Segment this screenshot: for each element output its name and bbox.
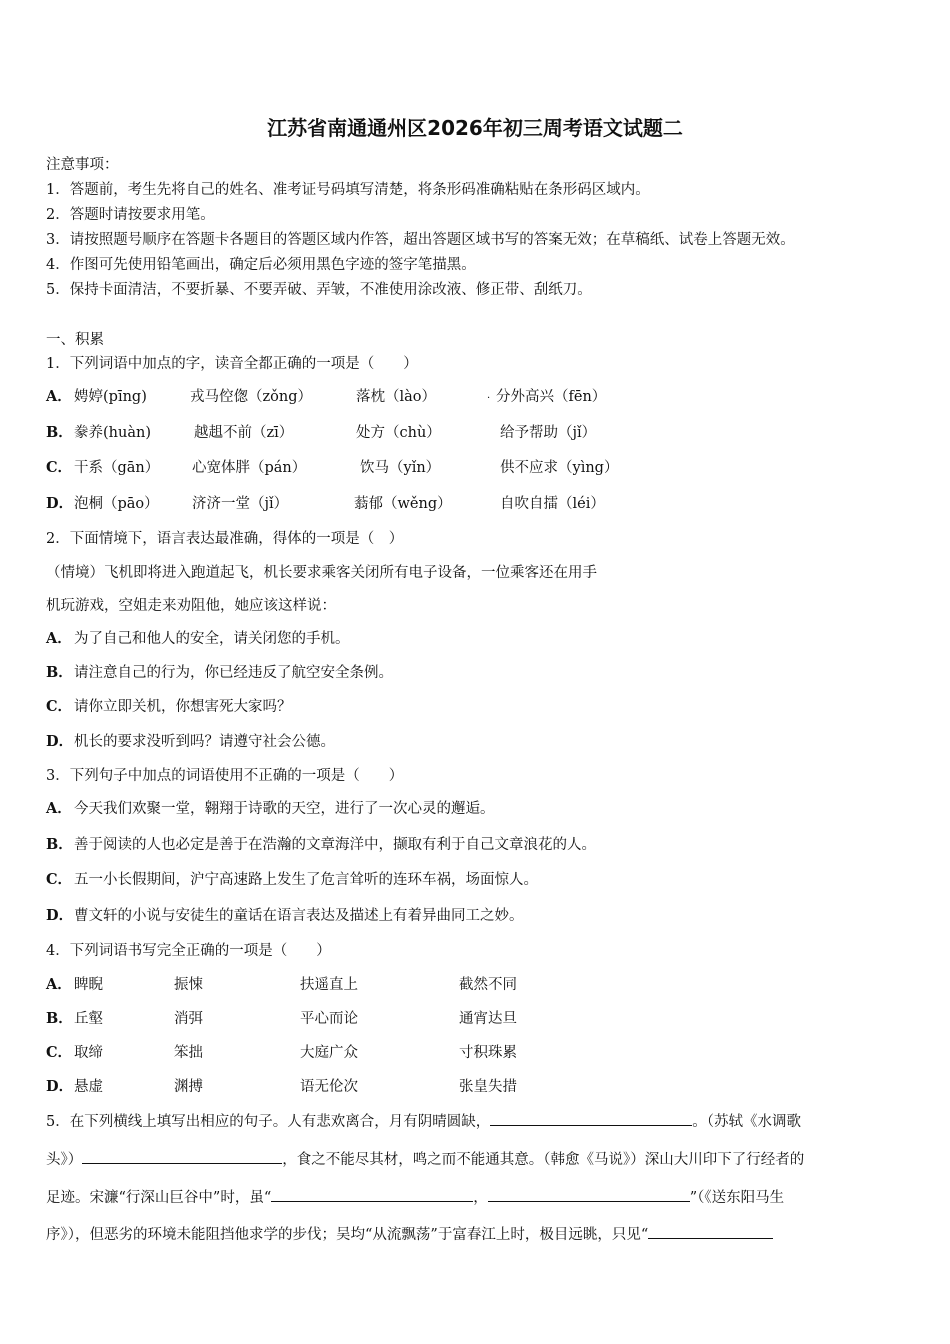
- option-label: D．: [46, 733, 74, 750]
- option-item: 干系（gān）: [74, 460, 160, 476]
- option-item: 济济一堂（jǐ）: [192, 496, 289, 512]
- option-item: 消弭: [174, 1011, 203, 1027]
- note-item: 3．请按照题号顺序在答题卡各题目的答题区域内作答，超出答题区域书写的答案无效；在草稿纸、试卷上答题无效。: [46, 232, 795, 248]
- option-item: 豢养(huàn): [74, 425, 151, 441]
- option-label: A．: [46, 976, 72, 993]
- answer-blank[interactable]: [271, 1187, 473, 1202]
- q5-text: 足迹。宋濂“行深山巨谷中”时，虽“: [46, 1190, 272, 1206]
- option-label: C．: [46, 698, 73, 715]
- answer-blank[interactable]: [648, 1224, 773, 1239]
- option-item: 给予帮助（jǐ）: [500, 425, 597, 441]
- option-text: 请注意自己的行为，你已经违反了航空安全条例。: [74, 665, 393, 681]
- option-item: 饮马（yǐn）: [360, 460, 441, 476]
- option-item: 寸积珠累: [459, 1045, 517, 1061]
- option-text: 今天我们欢聚一堂，翱翔于诗歌的天空，进行了一次心灵的邂逅。: [74, 801, 495, 817]
- option-item: 睥睨: [74, 977, 103, 993]
- q1-stem: 1．下列词语中加点的字，读音全都正确的一项是（ ）: [46, 356, 418, 372]
- note-item: 1．答题前，考生先将自己的姓名、准考证号码填写清楚，将条形码准确粘贴在条形码区域内。: [46, 182, 650, 198]
- option-item: 通宵达旦: [459, 1011, 517, 1027]
- note-item: 5．保持卡面清洁，不要折暴、不要弄破、弄皱，不准使用涂改液、修正带、刮纸刀。: [46, 282, 592, 298]
- option-label: D．: [46, 907, 74, 924]
- q5-text: 序》），但恶劣的环境未能阻挡他求学的步伐；吴均“从流飘荡”于富春江上时，极目远眺，只见“: [46, 1227, 649, 1243]
- option-item: 泡桐（pāo）: [74, 496, 159, 512]
- option-label: B．: [46, 836, 73, 853]
- option-item: 截然不同: [459, 977, 517, 993]
- option-text: 五一小长假期间，沪宁高速路上发生了危言耸听的连环车祸，场面惊人。: [74, 872, 538, 888]
- answer-blank[interactable]: [488, 1187, 690, 1202]
- q5-line-3: [46, 1186, 784, 1207]
- option-text: 机长的要求没听到吗？请遵守社会公德。: [74, 734, 335, 750]
- option-label: A．: [46, 388, 72, 405]
- q5-text: ”（《送东阳马生: [689, 1190, 785, 1206]
- option-item: 取缔: [74, 1045, 103, 1061]
- option-item: 自吹自擂（léi）: [500, 496, 605, 512]
- option-item: 扶遥直上: [300, 977, 358, 993]
- q5-line-1: [46, 1110, 801, 1131]
- q5-text: 。（苏轼《水调歌: [692, 1114, 801, 1130]
- option-text: 善于阅读的人也必定是善于在浩瀚的文章海洋中，撷取有利于自己文章浪花的人。: [74, 837, 596, 853]
- q4-stem: 4．下列词语书写完全正确的一项是（ ）: [46, 943, 331, 959]
- note-item: 2．答题时请按要求用笔。: [46, 207, 215, 223]
- option-item: 戎马倥偬（zǒng）: [190, 389, 312, 405]
- option-item: 分外高兴（fēn）: [496, 389, 607, 405]
- option-label: A．: [46, 800, 72, 817]
- q5-text: ，: [473, 1190, 488, 1206]
- section-heading: 一、积累: [46, 332, 104, 348]
- option-item: 悬虚: [74, 1079, 103, 1095]
- option-label: D．: [46, 495, 74, 512]
- option-item: 处方（chù）: [356, 425, 441, 441]
- option-item: 平心而论: [300, 1011, 358, 1027]
- q5-line-2: [46, 1148, 804, 1169]
- q2-context: 机玩游戏，空姐走来劝阻他，她应该这样说：: [46, 598, 336, 614]
- q5-line-4: [46, 1223, 773, 1244]
- option-item: 供不应求（yìng）: [500, 460, 619, 476]
- q2-context: （情境）飞机即将进入跑道起飞，机长要求乘客关闭所有电子设备，一位乘客还在用手: [46, 565, 597, 581]
- option-label: A．: [46, 630, 72, 647]
- q5-text: 头》）: [46, 1152, 83, 1168]
- option-item: 渊搏: [174, 1079, 203, 1095]
- answer-blank[interactable]: [82, 1149, 282, 1164]
- option-item: 丘壑: [74, 1011, 103, 1027]
- option-item: 娉婷(pīng): [74, 389, 147, 405]
- q5-text: ，食之不能尽其材，鸣之而不能通其意。（韩愈《马说》）深山大川印下了行经者的: [282, 1152, 805, 1168]
- option-label: C．: [46, 459, 73, 476]
- option-label: C．: [46, 871, 73, 888]
- note-item: 4．作图可先使用铅笔画出，确定后必须用黑色字迹的签字笔描黑。: [46, 257, 476, 273]
- option-item: 振悚: [174, 977, 203, 993]
- notes-heading: 注意事项：: [46, 157, 119, 173]
- option-item: 张皇失措: [459, 1079, 517, 1095]
- option-label: C．: [46, 1044, 73, 1061]
- q5-text: 5．在下列横线上填写出相应的句子。人有悲欢离合，月有阴晴圆缺，: [46, 1114, 491, 1130]
- option-text: 曹文轩的小说与安徒生的童话在语言表达及描述上有着异曲同工之妙。: [74, 908, 524, 924]
- option-label: B．: [46, 1010, 73, 1027]
- option-text: 请你立即关机，你想害死大家吗？: [74, 699, 292, 715]
- option-item: 落枕（lào）: [356, 389, 437, 405]
- q2-stem: 2．下面情境下，语言表达最准确，得体的一项是（ ）: [46, 531, 404, 547]
- option-item: 大庭广众: [300, 1045, 358, 1061]
- option-label: D．: [46, 1078, 74, 1095]
- page-title: 江苏省南通通州区2026年初三周考语文试题二: [267, 116, 683, 140]
- answer-blank[interactable]: [490, 1111, 692, 1126]
- option-label: B．: [46, 424, 73, 441]
- option-item: 越趄不前（zī）: [194, 425, 294, 441]
- q3-stem: 3．下列句子中加点的词语使用不正确的一项是（ ）: [46, 768, 404, 784]
- option-label: B．: [46, 664, 73, 681]
- emphasis-dot-icon: ·: [487, 393, 491, 404]
- option-item: 笨拙: [174, 1045, 203, 1061]
- option-item: 语无伦次: [300, 1079, 358, 1095]
- option-text: 为了自己和他人的安全，请关闭您的手机。: [74, 631, 350, 647]
- option-item: 心宽体胖（pán）: [192, 460, 307, 476]
- option-item: 蓊郁（wěng）: [354, 496, 452, 512]
